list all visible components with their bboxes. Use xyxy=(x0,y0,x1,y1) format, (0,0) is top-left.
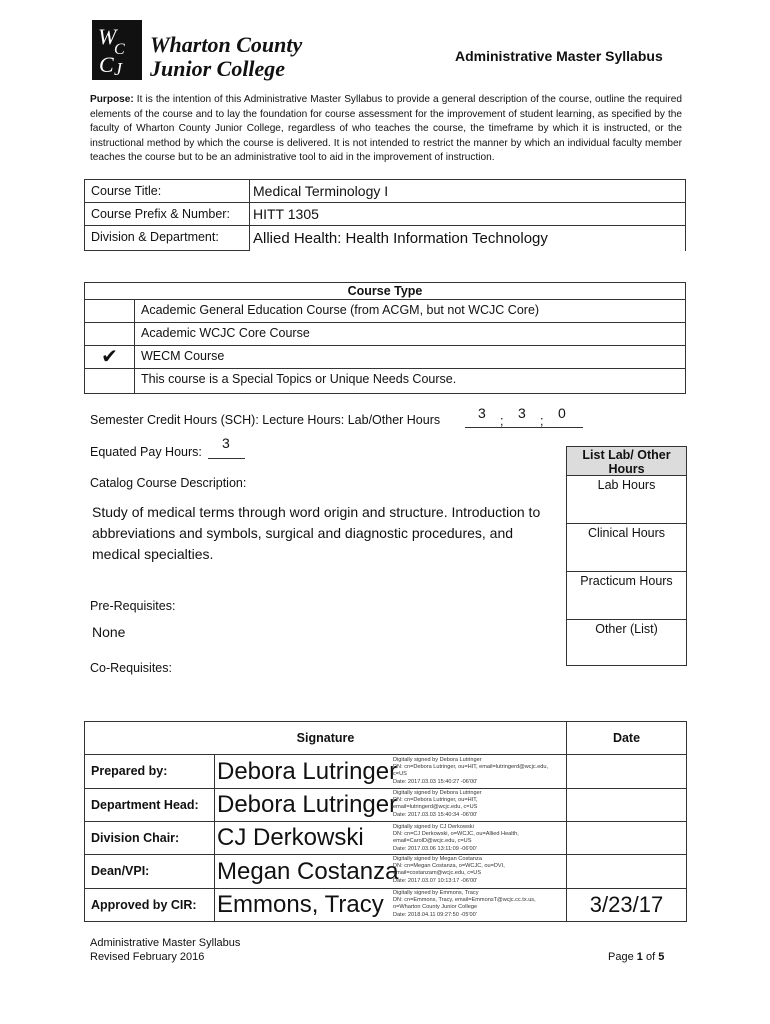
digital-line: email=costanzam@wcjc.edu, c=US xyxy=(393,870,482,877)
lab-hours-heading: List Lab/ Other Hours xyxy=(566,446,687,476)
digital-line: o=Wharton County Junior College xyxy=(393,904,478,911)
page-prefix: Page xyxy=(608,951,634,963)
svg-text:C: C xyxy=(114,41,125,58)
date-heading: Date xyxy=(566,721,687,755)
course-prefix-label: Course Prefix & Number: xyxy=(84,202,250,226)
course-type-option-4: This course is a Special Topics or Unique Needs Course. xyxy=(134,368,686,394)
signature-role-department-head: Department Head: xyxy=(84,788,215,822)
signature-heading: Signature xyxy=(84,721,567,755)
signature-date-dean xyxy=(566,854,687,889)
course-type-heading: Course Type xyxy=(84,282,686,300)
course-type-option-2: Academic WCJC Core Course xyxy=(134,322,686,346)
signature-name-approved: Emmons, Tracy xyxy=(217,891,384,918)
signature-date-division-chair xyxy=(566,821,687,855)
svg-text:W: W xyxy=(98,24,117,49)
lab-hours-table xyxy=(566,446,687,666)
college-name-line1: Wharton County xyxy=(150,32,303,57)
digital-signature-approved xyxy=(393,890,536,919)
course-type-checkbox-1[interactable] xyxy=(84,299,135,323)
digital-line: Date: 2017.03.03 15:40:27 -06'00' xyxy=(393,778,478,785)
digital-line: Digitally signed by Megan Costanza xyxy=(393,856,482,862)
course-title-label: Course Title: xyxy=(84,179,250,203)
lab-hours-item-practicum: Practicum Hours xyxy=(566,571,687,620)
course-type-option-1: Academic General Education Course (from ACGM, but not WCJC Core) xyxy=(134,299,686,323)
wcjc-logo-icon xyxy=(92,20,142,80)
purpose-text: It is the intention of this Administrative Master Syllabus to provide a general description of the course, outline the required elements of the course and to lay the foundation for course assessment for the improvement of student learning, as specified by the faculty of Wharton County Junior College, regardless of who teaches the course, the timeframe by which it is instructed, or the instructional method by which the course is delivered. It is not intended to restrict the manner by which an individual faculty member teaches the course but to be an administrative tool to aid in the improvement of instruction. xyxy=(90,94,682,164)
digital-line: Digitally signed by Debora Lutringer xyxy=(393,757,482,763)
digital-line: DN: cn=Debora Lutringer, ou=HIT, email=lutringerd@wcjc.edu, xyxy=(393,764,549,771)
digital-line: Date: 2017.03.06 13:11:09 -06'00' xyxy=(393,845,477,852)
sch-value[interactable]: 3 xyxy=(478,405,486,421)
page-total: 5 xyxy=(658,951,665,963)
page-number xyxy=(608,950,664,964)
page-current: 1 xyxy=(636,951,643,963)
signature-name-prepared: Debora Lutringer xyxy=(217,758,398,785)
course-prefix-value: HITT 1305 xyxy=(249,202,686,226)
course-title-value: Medical Terminology I xyxy=(249,179,686,203)
footer-line1: Administrative Master Syllabus xyxy=(90,937,241,949)
course-type-option-3: WECM Course xyxy=(134,345,686,369)
catalog-description: Study of medical terms through word origin and structure. Introduction to abbreviations and symbols, surgical and diagnostic procedures, and medical specialties. xyxy=(92,504,541,562)
lab-hours-item-lab: Lab Hours xyxy=(566,475,687,524)
course-type-table xyxy=(84,282,686,394)
prereq-value: None xyxy=(92,624,126,640)
lab-hours-value[interactable]: 0 xyxy=(558,405,566,421)
course-type-checkbox-4[interactable] xyxy=(84,368,135,394)
college-logo xyxy=(92,20,142,80)
equated-pay-underline xyxy=(208,458,245,459)
digital-line: DN: cn=Debora Lutringer, ou=HIT, xyxy=(393,797,478,804)
purpose-label: Purpose: xyxy=(90,94,134,105)
coreq-label: Co-Requisites: xyxy=(90,661,172,675)
college-name xyxy=(150,33,302,81)
sch-separator-1: ; xyxy=(500,414,504,428)
signature-name-department-head: Debora Lutringer xyxy=(217,791,398,818)
digital-signature-department-head xyxy=(393,790,482,819)
equated-pay-value[interactable]: 3 xyxy=(222,435,230,451)
course-type-checkbox-2[interactable] xyxy=(84,322,135,346)
signature-cell-prepared[interactable] xyxy=(214,754,567,789)
signature-role-dean: Dean/VPI: xyxy=(84,854,215,889)
digital-signature-division-chair xyxy=(393,824,519,853)
sch-separator-2: ; xyxy=(540,414,544,428)
division-label: Division & Department: xyxy=(84,225,250,251)
lab-hours-item-clinical: Clinical Hours xyxy=(566,523,687,572)
digital-line: Digitally signed by Debora Lutringer xyxy=(393,790,482,796)
lab-hours-item-other: Other (List) xyxy=(566,619,687,666)
signature-role-prepared: Prepared by: xyxy=(84,754,215,789)
signature-cell-department-head[interactable] xyxy=(214,788,567,822)
digital-line: Date: 2018.04.11 09:27:50 -05'00' xyxy=(393,911,477,918)
signature-cell-dean[interactable] xyxy=(214,854,567,889)
digital-line: DN: cn=Megan Costanza, o=WCJC, ou=DVI, xyxy=(393,863,505,870)
digital-line: c=US xyxy=(393,771,407,778)
signature-table xyxy=(84,721,687,922)
lecture-hours-value[interactable]: 3 xyxy=(518,405,526,421)
signature-date-approved: 3/23/17 xyxy=(566,888,687,922)
course-type-checkbox-3[interactable]: ✔ xyxy=(84,345,135,369)
digital-line: email=lutringerd@wcjc.edu, c=US xyxy=(393,804,478,811)
svg-text:J: J xyxy=(114,59,122,79)
digital-line: DN: cn=Emmons, Tracy, email=EmmonsT@wcjc.cc.tx.us, xyxy=(393,897,536,904)
signature-name-division-chair: CJ Derkowski xyxy=(217,824,364,851)
signature-role-approved: Approved by CIR: xyxy=(84,888,215,922)
catalog-label: Catalog Course Description: xyxy=(90,476,247,490)
signature-cell-division-chair[interactable] xyxy=(214,821,567,855)
svg-text:C: C xyxy=(99,52,114,77)
footer-line2: Revised February 2016 xyxy=(90,951,205,963)
digital-line: DN: cn=CJ Derkowski, o=WCJC, ou=Allied Health, xyxy=(393,831,519,838)
college-name-line2: Junior College xyxy=(150,56,286,81)
division-value: Allied Health: Health Information Technology xyxy=(249,225,686,251)
document-title: Administrative Master Syllabus xyxy=(455,48,663,64)
course-info-table xyxy=(84,179,686,251)
signature-name-dean: Megan Costanza xyxy=(217,858,399,885)
signature-date-prepared xyxy=(566,754,687,789)
digital-signature-dean xyxy=(393,856,505,885)
digital-line: Digitally signed by CJ Derkowski xyxy=(393,824,474,830)
sch-underline xyxy=(465,427,583,428)
footer-left xyxy=(90,936,240,964)
prereq-label: Pre-Requisites: xyxy=(90,599,176,613)
signature-cell-approved[interactable] xyxy=(214,888,567,922)
page-of: of xyxy=(645,951,656,963)
purpose-paragraph xyxy=(90,93,682,166)
digital-line: Date: 2017.03.07 10:13:17 -06'00' xyxy=(393,877,478,884)
digital-line: Date: 2017.03.03 15:40:34 -06'00' xyxy=(393,811,478,818)
digital-line: email=CarolD@wcjc.edu, c=US xyxy=(393,838,472,845)
digital-signature-prepared xyxy=(393,757,548,786)
signature-role-division-chair: Division Chair: xyxy=(84,821,215,855)
signature-date-department-head xyxy=(566,788,687,822)
equated-pay-label: Equated Pay Hours: xyxy=(90,445,202,459)
digital-line: Digitally signed by Emmons, Tracy xyxy=(393,890,479,896)
sch-label: Semester Credit Hours (SCH): Lecture Hours: Lab/Other Hours xyxy=(90,413,441,427)
